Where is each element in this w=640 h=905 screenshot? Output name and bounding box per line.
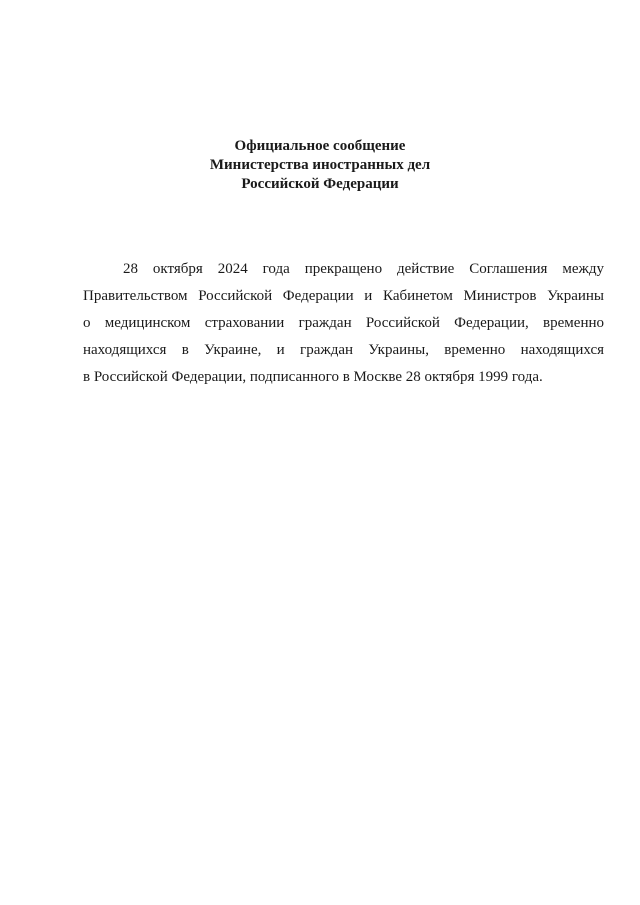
document-body-paragraph <box>83 256 604 391</box>
body-line-2: Правительством Российской Федерации и Кабинетом Министров Украины <box>83 288 604 304</box>
body-line-4: находящихся в Украине, и граждан Украины, временно находящихся <box>83 342 604 358</box>
body-line-1: 28 октября 2024 года прекращено действие Соглашения между <box>123 261 604 277</box>
document-title <box>0 137 640 194</box>
body-line-5: в Российской Федерации, подписанного в Москве 28 октября 1999 года. <box>83 369 543 385</box>
title-line-3: Российской Федерации <box>241 176 399 192</box>
title-line-2: Министерства иностранных дел <box>209 157 431 173</box>
body-line-3: о медицинском страховании граждан Российской Федерации, временно <box>83 315 604 331</box>
title-line-1: Официальное сообщение <box>234 138 406 154</box>
